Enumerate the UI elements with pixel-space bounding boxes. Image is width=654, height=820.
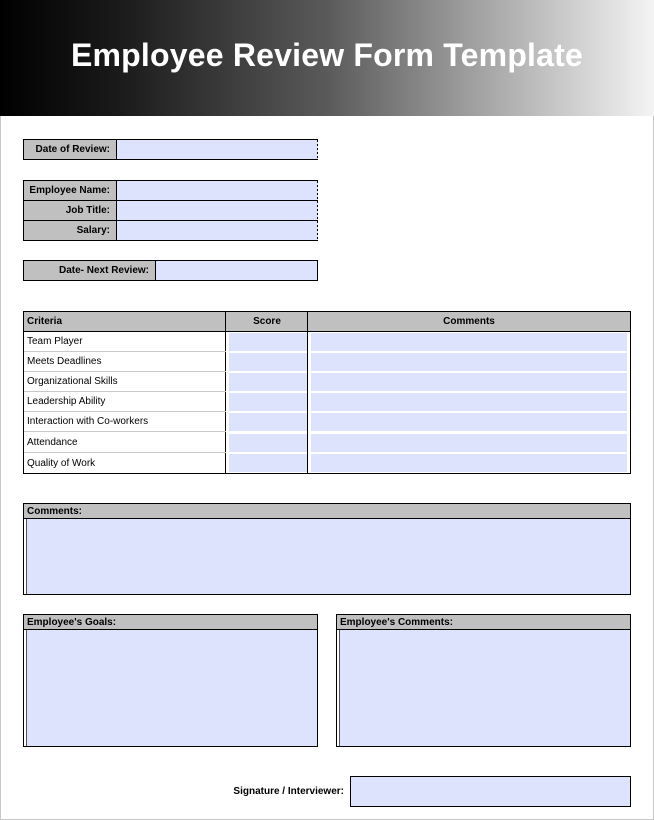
criteria-name: Attendance	[24, 433, 226, 453]
employee-goals-textarea[interactable]	[26, 630, 317, 746]
date-of-review-label: Date of Review:	[23, 139, 117, 160]
comment-field[interactable]	[311, 333, 627, 351]
employee-name-label: Employee Name:	[23, 180, 117, 201]
comments-header-cell	[308, 312, 630, 332]
score-field[interactable]	[229, 333, 307, 351]
comments-section	[23, 503, 631, 595]
employee-comments-textarea[interactable]	[339, 630, 630, 746]
header-banner	[0, 0, 654, 116]
comments-section-header: Comments:	[24, 504, 630, 519]
criteria-name: Organizational Skills	[24, 372, 226, 392]
employee-comments-header: Employee's Comments:	[337, 615, 630, 630]
criteria-name: Meets Deadlines	[24, 352, 226, 372]
criteria-table	[23, 311, 631, 474]
criteria-name: Leadership Ability	[24, 392, 226, 412]
score-field[interactable]	[229, 413, 307, 431]
date-of-review-field[interactable]	[116, 139, 318, 160]
comment-field[interactable]	[311, 413, 627, 431]
score-field[interactable]	[229, 434, 307, 452]
criteria-header-cell	[24, 312, 226, 332]
employee-goals-section	[23, 614, 318, 747]
score-field[interactable]	[229, 353, 307, 371]
criteria-name: Team Player	[24, 332, 226, 352]
score-header-cell	[226, 312, 308, 332]
job-title-field[interactable]	[116, 200, 318, 221]
score-field[interactable]	[229, 393, 307, 411]
job-title-label: Job Title:	[23, 200, 117, 221]
comment-field[interactable]	[311, 353, 627, 371]
score-header: Score	[253, 316, 281, 327]
salary-label: Salary:	[23, 220, 117, 241]
signature-label: Signature / Interviewer:	[233, 786, 344, 797]
date-next-review-label: Date- Next Review:	[23, 260, 156, 281]
table-divider	[307, 312, 308, 473]
employee-goals-header: Employee's Goals:	[24, 615, 317, 630]
date-next-review-field[interactable]	[155, 260, 318, 281]
comments-header: Comments	[443, 316, 495, 327]
criteria-name: Quality of Work	[27, 457, 96, 469]
score-field[interactable]	[229, 454, 307, 472]
page-title: Employee Review Form Template	[70, 37, 584, 73]
comment-field[interactable]	[311, 393, 627, 411]
signature-field[interactable]	[350, 776, 631, 807]
criteria-header: Criteria	[27, 316, 63, 327]
comments-textarea[interactable]	[26, 519, 630, 594]
score-field[interactable]	[229, 373, 307, 391]
employee-name-field[interactable]	[116, 180, 318, 201]
comment-field[interactable]	[311, 434, 627, 452]
employee-comments-section	[336, 614, 631, 747]
comment-field[interactable]	[311, 373, 627, 391]
comment-field[interactable]	[311, 454, 627, 472]
criteria-name: Interaction with Co-workers	[24, 412, 226, 432]
salary-field[interactable]	[116, 220, 318, 241]
